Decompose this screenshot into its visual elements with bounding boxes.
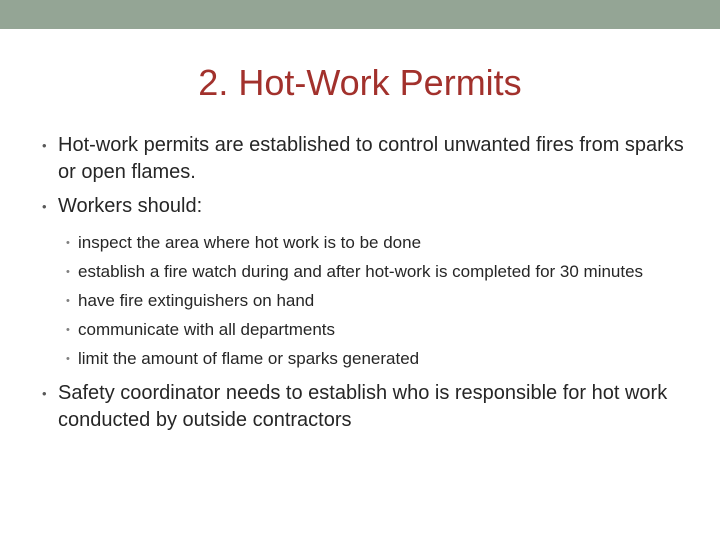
sub-bullet-item	[36, 319, 696, 341]
sub-bullet-item	[36, 290, 696, 312]
bullet-dot-icon: •	[66, 353, 70, 365]
bullet-item	[36, 193, 696, 220]
bullet-dot-icon: •	[66, 295, 70, 307]
bullet-text: Workers should:	[58, 195, 203, 217]
bullet-item	[36, 132, 696, 186]
bullet-dot-icon: •	[42, 138, 47, 153]
slide-body	[36, 132, 696, 434]
bullet-dot-icon: •	[66, 237, 70, 249]
slide-title-text: 2. Hot-Work Permits	[198, 62, 522, 103]
sub-bullet-list	[36, 232, 696, 370]
sub-bullet-item	[36, 232, 696, 254]
sub-bullet-text: inspect the area where hot work is to be done	[78, 233, 422, 252]
sub-bullet-item	[36, 348, 696, 370]
bullet-item	[36, 380, 696, 434]
bullet-text: Safety coordinator needs to establish who is responsible for hot work conducted by outside contractors	[58, 382, 668, 431]
top-accent-bar	[0, 0, 720, 29]
bullet-text: Hot-work permits are established to control unwanted fires from sparks or open flames.	[58, 134, 684, 183]
bullet-dot-icon: •	[66, 266, 70, 278]
sub-bullet-text: establish a fire watch during and after hot-work is completed for 30 minutes	[78, 262, 644, 281]
sub-bullet-text: have fire extinguishers on hand	[78, 291, 315, 310]
sub-bullet-text: communicate with all departments	[78, 320, 336, 339]
bullet-dot-icon: •	[66, 324, 70, 336]
sub-bullet-text: limit the amount of flame or sparks generated	[78, 349, 420, 368]
sub-bullet-item	[36, 261, 696, 283]
bullet-dot-icon: •	[42, 199, 47, 214]
slide-title	[0, 61, 720, 105]
bullet-dot-icon: •	[42, 386, 47, 401]
